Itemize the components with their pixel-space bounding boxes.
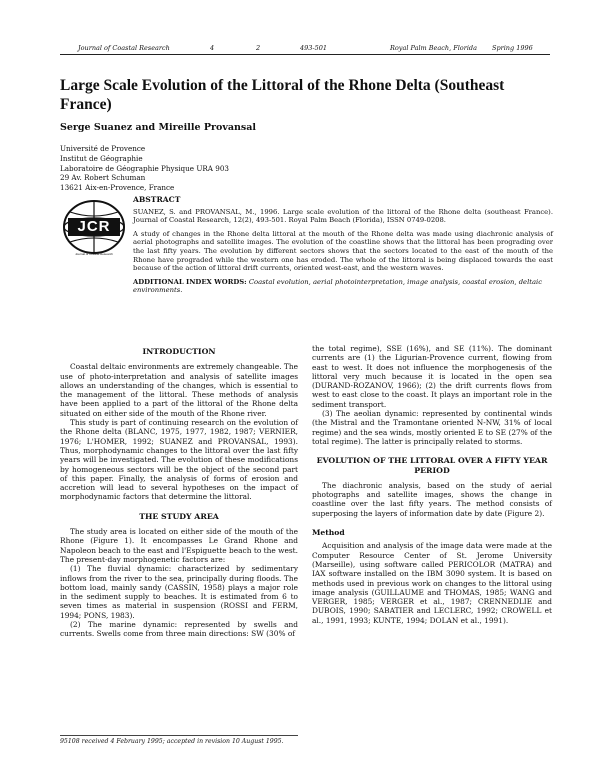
jcr-logo [60,196,128,258]
paragraph: Coastal deltaic environments are extremely changeable. The use of photo-interpretation and analysis of satellite images allows an understanding of the changes, which is essential to the management of the littoral. These methods of analysis have been applied to a part of the littoral of the Rhone delta situated on either side of the mouth of the Rhone river. [60,362,298,418]
right-column [312,344,552,625]
paragraph: This study is part of continuing research on the evolution of the Rhone delta (BLANC, 1975, 1977, 1982, 1987; VERNIER, 1976; L'HOMER, 1992; SUANEZ and PROVANSAL, 1993). Thus, morphodynamic changes to the littoral over the last fifty years will be investigated. The evolution of these modifications by homogeneous sectors will be the object of the second part of this paper. Finally, the analysis of forms of erosion and accretion will lead to several hypotheses on the impact of morphodynamic factors that determine the littoral. [60,418,298,502]
affiliation [60,144,229,193]
paragraph: Acquisition and analysis of the image data were made at the Computer Resource Center of St. Jerome University (Marseille), using software called PERICOLOR (MATRA) and IAX software installed on the IBM 3090 system. It is based on methods used in previous work on changes to the littoral using image analysis (GUILLAUME and THOMAS, 1985; WANG and VERGER, 1985; VERGER et al., 1987; CRENNEDLIE and DUBOIS, 1990; SABATIER and LECLERC, 1992; CROWELL et al., 1991, 1993; KUNTE, 1994; DOLAN et al., 1991). [312,541,552,625]
paragraph: (1) The fluvial dynamic: characterized by sedimentary inflows from the river to the sea, principally during floods. The bottom load, mainly sandy (CASSIN, 1958) plays a major role in the sediment supply to beaches. It is estimated from 6 to seven times as material in suspension (ROSSI and FERM, 1994; PONS, 1983). [60,564,298,620]
running-header [60,44,550,55]
footnote: 95108 received 4 February 1995; accepted in revision 10 August 1995. [60,735,298,745]
affiliation-line: Université de Provence [60,144,146,153]
paragraph: The study area is located on either side of the mouth of the Rhone (Figure 1). It encompasses Le Grand Rhone and Napoleon beach to the east and l'Espiguette beach to the west. The present-day morphogenetic factors are: [60,527,298,564]
study-area-heading: THE STUDY AREA [139,511,219,521]
affiliation-line: Institut de Géographie [60,153,143,163]
introduction-heading: INTRODUCTION [142,347,216,356]
method-heading: Method [312,528,345,538]
article-title: Large Scale Evolution of the Littoral of the Rhone Delta (Southeast France) [60,77,505,113]
affiliation-line: 13621 Aix-en-Provence, France [60,183,175,193]
affiliation-line: Laboratoire de Géographie Physique URA 903 [60,163,229,173]
issue: 2 [256,44,261,52]
left-column [60,347,298,639]
volume: 4 [210,44,215,52]
evolution-heading: EVOLUTION OF THE LITTORAL OVER A FIFTY YEAR PERIOD [316,456,548,475]
abstract-block [133,196,553,295]
abstract-text: A study of changes in the Rhone delta littoral at the mouth of the Rhone delta was made using diachronic analysis of aerial photographs and satellite images. The evolution of the coastline shows that the littoral has been prograding over the last fifty years. The evolution by different sectors shows that the sectors located to the east of the mouth of the Rhone have prograded while the western one has eroded. The whole of the littoral is being displaced towards the east because of the action of littoral drift currents, oriented west-east, and the western waves. [133,229,553,273]
abstract-heading: ABSTRACT [133,195,181,204]
index-words-text: Coastal evolution, aerial photointerpretation, image analysis, coastal erosion, deltaic environments. [133,277,543,295]
index-words-label: ADDITIONAL INDEX WORDS: [133,277,247,286]
index-words [133,278,553,295]
paragraph: the total regime), SSE (16%), and SE (11%). The dominant currents are (1) the Ligurian-Provence current, flowing from east to west. It does not influence the morphogenesis of the littoral very much because it is located in the open sea (DURAND-ROZANOV, 1966); (2) the drift currents flows from west to east close to the coast. It plays an important role in the sediment transport. [312,344,552,409]
logo-caption: Journal of Coastal Research [75,252,113,256]
page-range: 493-501 [300,44,328,52]
journal-name: Journal of Coastal Research [78,44,170,52]
paragraph: (2) The marine dynamic: represented by swells and currents. Swells come from three main directions: SW (30% of [60,620,298,639]
affiliation-line: 29 Av. Robert Schuman [60,173,146,183]
article-authors: Serge Suanez and Mireille Provansal [60,122,257,133]
paragraph: The diachronic analysis, based on the study of aerial photographs and satellite images, shows the change in coastline over the last fifty years. The method consists of superposing the layers of information date by date (Figure 2). [312,480,552,518]
paragraph: (3) The aeolian dynamic: represented by continental winds (the Mistral and the Tramontane oriented N-NW, 31% of local regime) and the sea winds, mostly oriented E to SE (27% of the total regime). The latter is principally related to storms. [312,409,552,446]
abstract-citation: SUANEZ, S. and PROVANSAL, M., 1996. Large scale evolution of the littoral of the Rhone delta (southeast France). Journal of Coastal Research, 12(2), 493-501. Royal Palm Beach (Florida), ISSN 0749-0208. [133,207,553,225]
logo-text: JCR [77,218,111,235]
issue-season: Spring 1996 [492,44,533,52]
publisher-location: Royal Palm Beach, Florida [390,44,477,52]
